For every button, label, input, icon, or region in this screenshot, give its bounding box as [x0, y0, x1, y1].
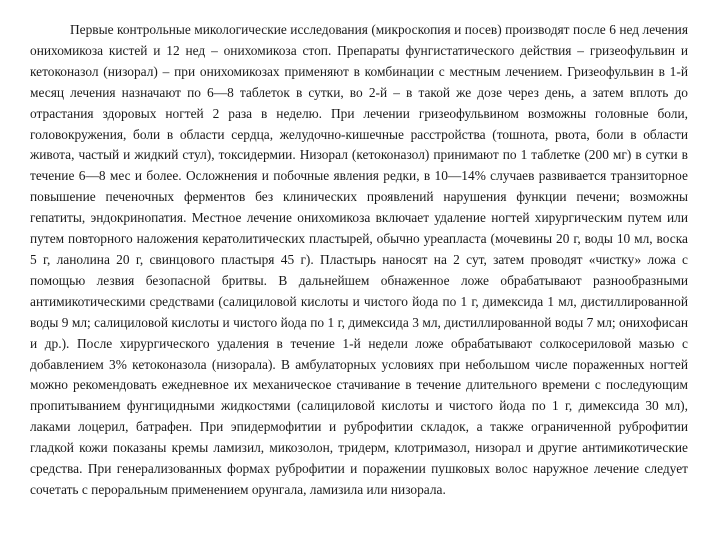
treatment-paragraph: Первые контрольные микологические исследования (микроскопия и посев) производят после 6 нед лечения онихомикоза кистей и 12 нед – онихомикоза стоп. Препараты фунгистатического действия – гризеофульвин и кетоконазол (низорал) – при онихомикозах применяют в комбинации с местным лечением. Гризеофульвин в 1-й месяц лечения назначают по 6—8 таблеток в сутки, во 2-й – в такой же дозе через день, а затем вплоть до отрастания здоровых ногтей 2 раза в неделю. При лечении гризеофульвином возможны головные боли, головокружения, боли в области сердца, желудочно-кишечные расстройства (тошнота, рвота, боли в области живота, частый и жидкий стул), токсидермии. Низорал (кетоконазол) принимают по 1 таблетке (200 мг) в сутки в течение 6—8 мес и более. Осложнения и побочные явления редки, в 10—14% случаев развивается транзиторное повышение печеночных ферментов без клинических проявлений нарушения функции печени; возможны гепатиты, эндокринопатия. Местное лечение онихомикоза включает удаление ногтей хирургическим путем или путем повторного наложения кератолитических пластырей, обычно уреапласта (мочевины 20 г, воды 10 мл, воска 5 г, ланолина 20 г, свинцового пластыря 45 г). Пластырь наносят на 2 сут, затем проводят «чистку» ложа с помощью лезвия безопасной бритвы. В дальнейшем обнаженное ложе обрабатывают разнообразными антимикотическими средствами (салициловой кислоты и чистого йода по 1 г, димексида 1 мл, дистиллированной воды 9 мл; салициловой кислоты и чистого йода по 1 г, димексида 3 мл, дистиллированной воды 7 мл; онихофисан и др.). После хирургического удаления в течение 1-й недели ложе обрабатывают солкосериловой мазью с добавлением 3% кетоконазола (низорала). В амбулаторных условиях при небольшом числе пораженных ногтей можно рекомендовать ежедневное их механическое стачивание в течение длительного времени с последующим пропитыванием фунгицидными жидкостями (салициловой кислоты и чистого йода по 1 г, димексида 30 мл), лаками лоцерил, батрафен. При эпидермофитии и руброфитии складок, а также ограниченной руброфитии гладкой кожи показаны кремы ламизил, микозолон, тридерм, клотримазол, низорал и другие антимикотические средства. При генерализованных формах руброфитии и поражении пушковых волос наружное лечение следует сочетать с пероральным применением орунгала, ламизила или низорала. — [30, 22, 688, 497]
document-page — [30, 20, 688, 501]
